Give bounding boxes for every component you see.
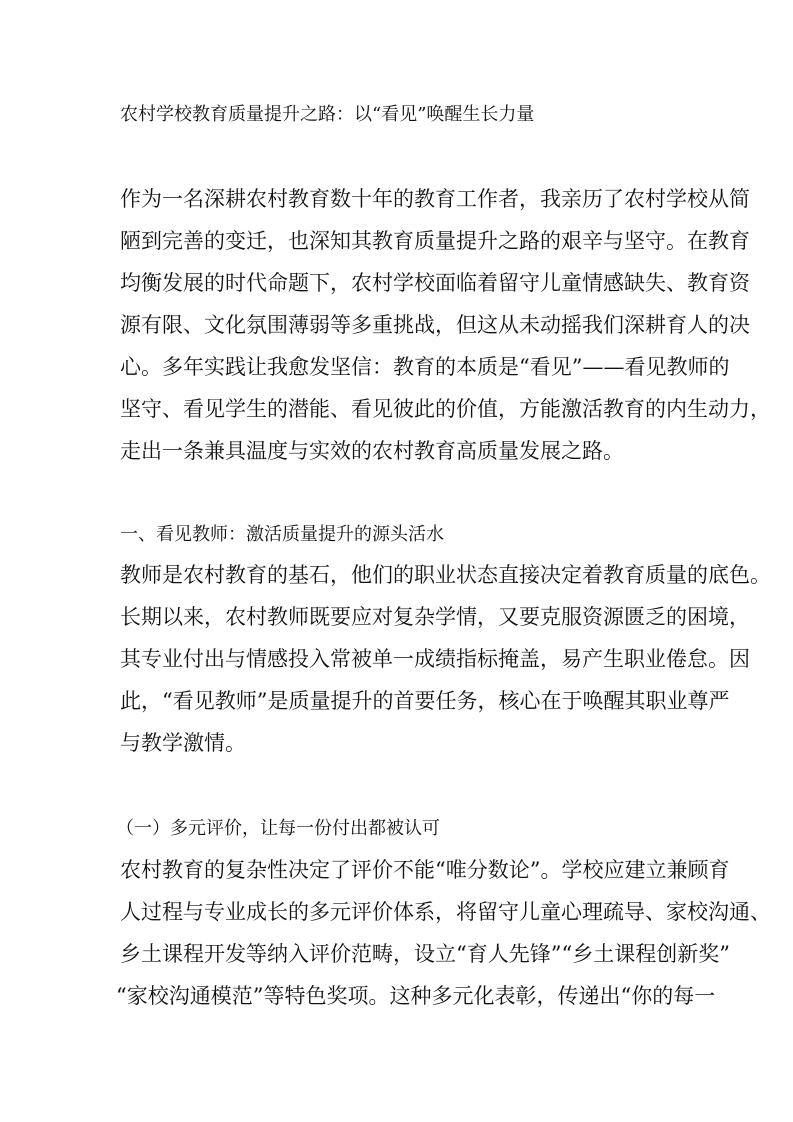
text-line: 农村教育的复杂性决定了评价不能“唯分数论”。学校应建立兼顾育 [120, 858, 730, 882]
text-line: 坚守、看见学生的潜能、看见彼此的价值，方能激活教育的内生动力， [120, 397, 771, 421]
subsection-heading: （一）多元评价，让每一份付出都被认可 [116, 818, 440, 839]
text-line: 教师是农村教育的基石，他们的职业状态直接决定着教育质量的底色。 [120, 563, 771, 587]
text-line: 此，“看见教师”是质量提升的首要任务，核心在于唤醒其职业尊严 [120, 689, 730, 713]
text-line: 陋到完善的变迁，也深知其教育质量提升之路的艰辛与坚守。在教育 [120, 229, 750, 253]
text-line: 与教学激情。 [120, 731, 246, 755]
text-line: 均衡发展的时代命题下，农村学校面临着留守儿童情感缺失、教育资 [120, 271, 750, 295]
text-line: 心。多年实践让我愈发坚信：教育的本质是“看见”——看见教师的 [120, 355, 730, 379]
document-title: 农村学校教育质量提升之路：以“看见”唤醒生长力量 [120, 104, 535, 125]
text-line: 作为一名深耕农村教育数十年的教育工作者，我亲历了农村学校从简 [120, 187, 750, 211]
section-heading: 一、看见教师：激活质量提升的源头活水 [120, 524, 444, 545]
text-line: 其专业付出与情感投入常被单一成绩指标掩盖，易产生职业倦怠。因 [120, 647, 750, 671]
text-line: 人过程与专业成长的多元评价体系，将留守儿童心理疏导、家校沟通、 [120, 900, 771, 924]
text-line: 长期以来，农村教师既要应对复杂学情，又要克服资源匮乏的困境， [120, 605, 750, 629]
text-line: “家校沟通模范”等特色奖项。这种多元化表彰，传递出“你的每一 [116, 984, 716, 1008]
text-line: 源有限、文化氛围薄弱等多重挑战，但这从未动摇我们深耕育人的决 [120, 313, 750, 337]
text-line: 走出一条兼具温度与实效的农村教育高质量发展之路。 [120, 439, 624, 463]
text-line: 乡土课程开发等纳入评价范畴，设立“育人先锋”“乡土课程创新奖” [120, 942, 730, 966]
